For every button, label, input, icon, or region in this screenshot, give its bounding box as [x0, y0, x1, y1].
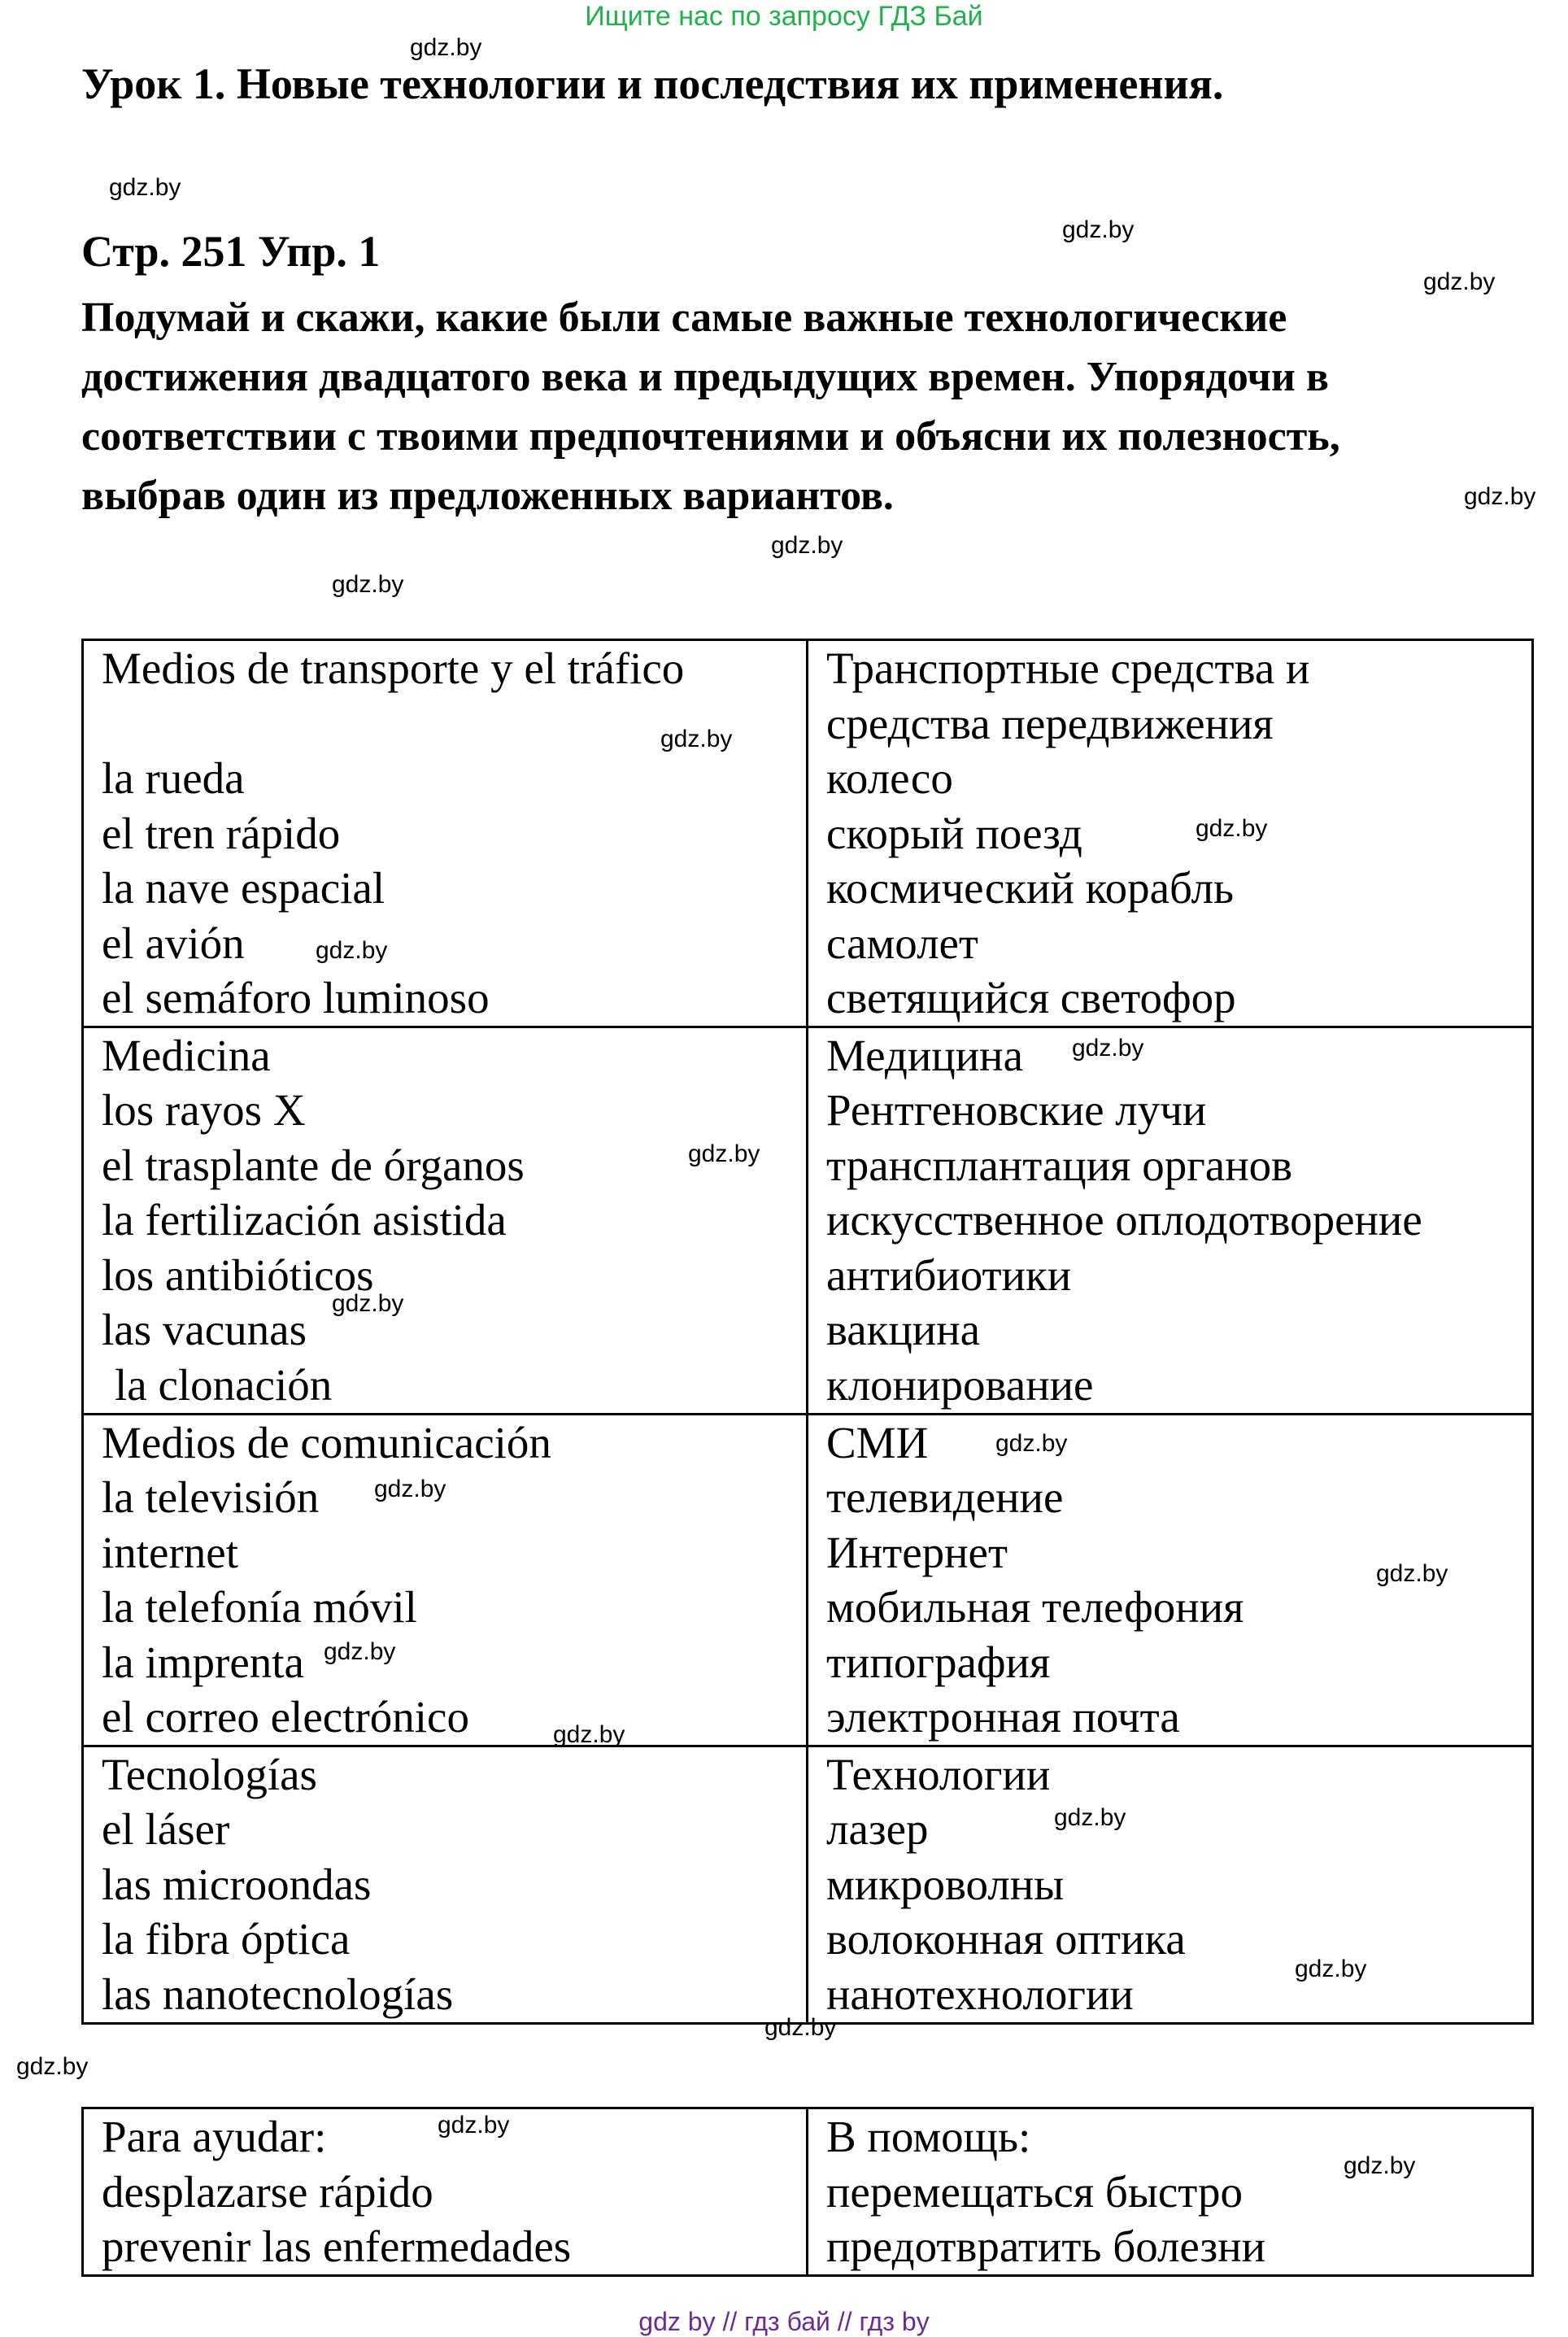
- term: las microondas: [102, 1859, 372, 1909]
- term: la televisión: [102, 1472, 320, 1522]
- term: la nave espacial: [102, 863, 385, 913]
- watermark: gdz.by: [332, 571, 404, 598]
- help-table: [81, 2107, 1534, 2277]
- russian-cell: [808, 640, 1533, 1027]
- category-heading: СМИ: [826, 1417, 929, 1467]
- term: la telefonía móvil: [102, 1582, 417, 1632]
- translation: самолет: [826, 918, 978, 968]
- translation: клонирование: [826, 1359, 1094, 1410]
- spanish-cell: [83, 1414, 808, 1746]
- translation: вакцина: [826, 1305, 981, 1354]
- term: el tren rápido: [102, 808, 341, 858]
- russian-cell: [808, 1027, 1533, 1414]
- translation: трансплантация органов: [826, 1140, 1293, 1190]
- translation: скорый поезд: [826, 808, 1082, 858]
- watermark: gdz.by: [374, 1476, 446, 1502]
- term: el avión: [102, 918, 245, 968]
- phrase: предотвратить болезни: [826, 2221, 1266, 2271]
- watermark: gdz.by: [995, 1430, 1068, 1457]
- term: las vacunas: [102, 1305, 307, 1354]
- category-heading: Medicina: [102, 1030, 271, 1080]
- watermark: gdz.by: [438, 2112, 510, 2139]
- term: los rayos X: [102, 1085, 306, 1135]
- table-row: [83, 640, 1533, 1027]
- watermark: gdz.by: [764, 2014, 837, 2041]
- watermark: gdz.by: [1464, 483, 1536, 510]
- translation: антибиотики: [826, 1249, 1072, 1300]
- task-instructions: Подумай и скажи, какие были самые важные технологические достижения двадцатого века и предыдущих времен. Упорядочи в соответствии с твоими предпочтениями и объясни их полезность, выбрав один из предложенных вариантов.: [81, 294, 1340, 519]
- watermark: gdz.by: [316, 937, 388, 964]
- spanish-cell: [83, 1027, 808, 1414]
- search-banner: Ищите нас по запросу ГДЗ Бай: [585, 1, 983, 32]
- term: internet: [102, 1527, 238, 1577]
- phrase: desplazarse rápido: [102, 2166, 433, 2217]
- translation: мобильная телефония: [826, 1582, 1244, 1632]
- phrase: перемещаться быстро: [826, 2166, 1243, 2217]
- translation: искусственное оплодотворение: [826, 1195, 1422, 1245]
- term: la fibra óptica: [102, 1914, 351, 1964]
- help-heading: Para ayudar:: [102, 2112, 327, 2161]
- exercise-heading: Стр. 251 Упр. 1: [81, 227, 381, 276]
- watermark: gdz.by: [1054, 1804, 1126, 1831]
- translation: типография: [826, 1637, 1051, 1687]
- category-heading: Medios de comunicación: [102, 1417, 551, 1467]
- watermark: gdz.by: [109, 174, 181, 201]
- term: el trasplante de órganos: [102, 1140, 525, 1190]
- watermark: gdz.by: [1344, 2152, 1416, 2179]
- category-heading: Технологии: [826, 1749, 1051, 1799]
- watermark: gdz.by: [688, 1140, 760, 1167]
- watermark: gdz.by: [1376, 1560, 1448, 1587]
- watermark: gdz.by: [1295, 1955, 1367, 1982]
- translation: нанотехнологии: [826, 1969, 1134, 2019]
- translation: электронная почта: [826, 1692, 1180, 1742]
- category-heading: Медицина: [826, 1030, 1023, 1080]
- watermark: gdz.by: [771, 532, 843, 559]
- translation: космический корабль: [826, 863, 1235, 913]
- table-row: [83, 1414, 1533, 1746]
- translation: Рентгеновские лучи: [826, 1085, 1207, 1135]
- help-heading: В помощь:: [826, 2112, 1031, 2161]
- phrase: prevenir las enfermedades: [102, 2221, 572, 2271]
- vocabulary-table: [81, 639, 1534, 2025]
- spanish-cell: [83, 1746, 808, 2023]
- spanish-cell: [83, 640, 808, 1027]
- watermark: gdz.by: [324, 1638, 396, 1665]
- term: el láser: [102, 1804, 230, 1854]
- term: el correo electrónico: [102, 1692, 469, 1742]
- watermark: gdz.by: [660, 726, 733, 752]
- term: la clonación: [115, 1359, 333, 1410]
- table-row: [83, 2108, 1533, 2276]
- translation: колесо: [826, 753, 953, 803]
- watermark: gdz.by: [332, 1290, 404, 1317]
- lesson-title: Урок 1. Новые технологии и последствия их применения.: [81, 59, 1224, 108]
- watermark: gdz.by: [1072, 1035, 1144, 1062]
- russian-cell: [808, 1746, 1533, 2023]
- term: los antibióticos: [102, 1249, 374, 1300]
- translation: волоконная оптика: [826, 1914, 1186, 1964]
- translation: лазер: [826, 1804, 929, 1854]
- translation: микроволны: [826, 1859, 1065, 1909]
- watermark: gdz.by: [553, 1721, 625, 1748]
- term: la rueda: [102, 753, 245, 803]
- russian-cell: [808, 2108, 1533, 2276]
- term: la fertilización asistida: [102, 1195, 507, 1245]
- watermark: gdz.by: [410, 34, 482, 61]
- watermark: gdz.by: [1423, 268, 1496, 295]
- term: el semáforo luminoso: [102, 973, 490, 1022]
- category-heading: Medios de transporte y el tráfico: [102, 643, 685, 693]
- watermark: gdz.by: [16, 2053, 89, 2080]
- translation: светящийся светофор: [826, 973, 1236, 1022]
- category-heading: Транспортные средства и: [826, 643, 1310, 693]
- category-heading: Tecnologías: [102, 1749, 317, 1799]
- table-row: [83, 1027, 1533, 1414]
- category-heading: средства передвижения: [826, 698, 1274, 748]
- footer-links: gdz by // гдз бай // гдз by: [638, 2307, 930, 2336]
- translation: Интернет: [826, 1527, 1008, 1577]
- watermark: gdz.by: [1196, 815, 1268, 842]
- term: las nanotecnologías: [102, 1969, 454, 2019]
- term: la imprenta: [102, 1637, 304, 1687]
- watermark: gdz.by: [1062, 216, 1135, 243]
- translation: телевидение: [826, 1472, 1064, 1522]
